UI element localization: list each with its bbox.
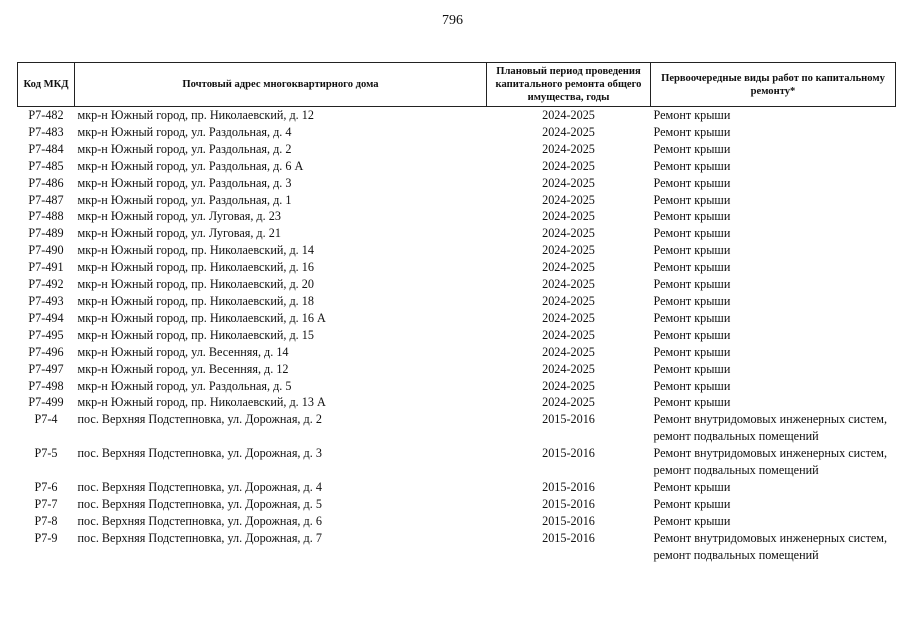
table-row bbox=[18, 225, 896, 242]
cell-period: 2024-2025 bbox=[542, 209, 595, 224]
cell-period: 2024-2025 bbox=[542, 141, 595, 156]
cell-code: Р7-483 bbox=[28, 124, 64, 139]
cell-address: мкр-н Южный город, ул. Раздольная, д. 6 А bbox=[77, 158, 304, 173]
cell-works: Ремонт крыши bbox=[653, 378, 731, 393]
cell-address: мкр-н Южный город, ул. Раздольная, д. 3 bbox=[77, 175, 292, 190]
cell-address: пос. Верхняя Подстепновка, ул. Дорожная, д. 3 bbox=[77, 446, 322, 461]
cell-works: Ремонт крыши bbox=[653, 108, 731, 122]
table-row bbox=[18, 293, 896, 310]
table-row bbox=[18, 175, 896, 192]
cell-period: 2024-2025 bbox=[542, 361, 595, 376]
cell-code: Р7-486 bbox=[28, 175, 64, 190]
cell-code: Р7-489 bbox=[28, 226, 64, 241]
cell-address: мкр-н Южный город, пр. Николаевский, д. 15 bbox=[77, 327, 314, 342]
table-row bbox=[18, 242, 896, 259]
page-number: 796 bbox=[442, 13, 463, 28]
cell-works: Ремонт крыши bbox=[653, 158, 731, 173]
cell-works: Ремонт крыши bbox=[653, 361, 731, 376]
cell-address: мкр-н Южный город, ул. Раздольная, д. 4 bbox=[77, 124, 292, 139]
cell-period: 2015-2016 bbox=[542, 446, 595, 461]
cell-works: Ремонт крыши bbox=[653, 243, 731, 258]
cell-code: Р7-487 bbox=[28, 192, 64, 207]
cell-works: Ремонт крыши bbox=[653, 327, 731, 342]
cell-code: Р7-494 bbox=[28, 310, 64, 325]
table-row bbox=[18, 378, 896, 395]
cell-period: 2015-2016 bbox=[542, 479, 595, 494]
cell-works: Ремонт внутридомовых инженерных систем, ремонт подвальных помещений bbox=[653, 530, 888, 562]
cell-address: мкр-н Южный город, пр. Николаевский, д. 20 bbox=[77, 277, 314, 292]
cell-address: пос. Верхняя Подстепновка, ул. Дорожная, д. 6 bbox=[77, 513, 322, 528]
table-row bbox=[18, 530, 896, 564]
cell-code: Р7-8 bbox=[34, 513, 58, 528]
cell-works: Ремонт крыши bbox=[653, 124, 731, 139]
table-row bbox=[18, 327, 896, 344]
table-row bbox=[18, 496, 896, 513]
cell-address: мкр-н Южный город, ул. Раздольная, д. 1 bbox=[77, 192, 292, 207]
header-code: Код МКД bbox=[18, 63, 75, 107]
cell-works: Ремонт внутридомовых инженерных систем, ремонт подвальных помещений bbox=[653, 446, 888, 478]
cell-address: мкр-н Южный город, ул. Раздольная, д. 5 bbox=[77, 378, 292, 393]
cell-address: мкр-н Южный город, ул. Весенняя, д. 14 bbox=[77, 344, 289, 359]
cell-code: Р7-492 bbox=[28, 277, 64, 292]
cell-works: Ремонт крыши bbox=[653, 395, 731, 410]
cell-period: 2015-2016 bbox=[542, 496, 595, 511]
cell-code: Р7-484 bbox=[28, 141, 64, 156]
header-address: Почтовый адрес многоквартирного дома bbox=[75, 63, 487, 107]
cell-works: Ремонт крыши bbox=[653, 293, 731, 308]
cell-period: 2024-2025 bbox=[542, 395, 595, 410]
cell-code: Р7-495 bbox=[28, 327, 64, 342]
cell-period: 2024-2025 bbox=[542, 293, 595, 308]
cell-code: Р7-488 bbox=[28, 209, 64, 224]
header-period: Плановый период проведения капитального ремонта общего имущества, годы bbox=[487, 63, 651, 107]
cell-address: мкр-н Южный город, ул. Раздольная, д. 2 bbox=[77, 141, 292, 156]
cell-code: Р7-482 bbox=[28, 108, 64, 122]
cell-period: 2024-2025 bbox=[542, 260, 595, 275]
table-row bbox=[18, 344, 896, 361]
cell-period: 2024-2025 bbox=[542, 243, 595, 258]
cell-works: Ремонт крыши bbox=[653, 310, 731, 325]
cell-address: мкр-н Южный город, пр. Николаевский, д. 12 bbox=[77, 108, 314, 122]
table-body bbox=[18, 107, 896, 564]
cell-period: 2024-2025 bbox=[542, 378, 595, 393]
cell-period: 2015-2016 bbox=[542, 412, 595, 427]
cell-works: Ремонт крыши bbox=[653, 141, 731, 156]
cell-code: Р7-491 bbox=[28, 260, 64, 275]
cell-period: 2024-2025 bbox=[542, 175, 595, 190]
cell-address: мкр-н Южный город, пр. Николаевский, д. 16 А bbox=[77, 310, 326, 325]
cell-code: Р7-493 bbox=[28, 293, 64, 308]
table-row bbox=[18, 259, 896, 276]
cell-period: 2015-2016 bbox=[542, 530, 595, 545]
cell-works: Ремонт крыши bbox=[653, 192, 731, 207]
header-works: Первоочередные виды работ по капитальному ремонту* bbox=[651, 63, 896, 107]
table-row bbox=[18, 361, 896, 378]
cell-works: Ремонт крыши bbox=[653, 479, 731, 494]
table-row bbox=[18, 192, 896, 209]
cell-address: мкр-н Южный город, ул. Луговая, д. 21 bbox=[77, 226, 281, 241]
table-row bbox=[18, 141, 896, 158]
cell-works: Ремонт крыши bbox=[653, 175, 731, 190]
cell-works: Ремонт крыши bbox=[653, 226, 731, 241]
table-row bbox=[18, 479, 896, 496]
cell-period: 2024-2025 bbox=[542, 344, 595, 359]
cell-works: Ремонт крыши bbox=[653, 277, 731, 292]
cell-code: Р7-6 bbox=[34, 479, 58, 494]
cell-address: мкр-н Южный город, пр. Николаевский, д. 18 bbox=[77, 293, 314, 308]
cell-works: Ремонт крыши bbox=[653, 496, 731, 511]
cell-code: Р7-4 bbox=[34, 412, 58, 427]
cell-code: Р7-9 bbox=[34, 530, 58, 545]
table-row bbox=[18, 411, 896, 445]
cell-period: 2015-2016 bbox=[542, 513, 595, 528]
table-row bbox=[18, 107, 896, 124]
cell-works: Ремонт крыши bbox=[653, 260, 731, 275]
cell-works: Ремонт крыши bbox=[653, 209, 731, 224]
table-row bbox=[18, 158, 896, 175]
cell-code: Р7-497 bbox=[28, 361, 64, 376]
cell-address: пос. Верхняя Подстепновка, ул. Дорожная, д. 4 bbox=[77, 479, 322, 494]
cell-works: Ремонт крыши bbox=[653, 344, 731, 359]
cell-period: 2024-2025 bbox=[542, 158, 595, 173]
table-row bbox=[18, 276, 896, 293]
cell-address: мкр-н Южный город, пр. Николаевский, д. 16 bbox=[77, 260, 314, 275]
cell-address: пос. Верхняя Подстепновка, ул. Дорожная, д. 5 bbox=[77, 496, 322, 511]
cell-code: Р7-496 bbox=[28, 344, 64, 359]
cell-address: мкр-н Южный город, пр. Николаевский, д. 13 А bbox=[77, 395, 326, 410]
cell-period: 2024-2025 bbox=[542, 310, 595, 325]
cell-address: пос. Верхняя Подстепновка, ул. Дорожная, д. 2 bbox=[77, 412, 322, 427]
table-header bbox=[18, 63, 896, 107]
cell-code: Р7-490 bbox=[28, 243, 64, 258]
table-row bbox=[18, 208, 896, 225]
cell-period: 2024-2025 bbox=[542, 327, 595, 342]
cell-address: мкр-н Южный город, пр. Николаевский, д. 14 bbox=[77, 243, 314, 258]
cell-code: Р7-5 bbox=[34, 446, 58, 461]
repair-schedule-table bbox=[17, 62, 896, 563]
table-row bbox=[18, 394, 896, 411]
cell-period: 2024-2025 bbox=[542, 277, 595, 292]
table-row bbox=[18, 445, 896, 479]
table-row bbox=[18, 310, 896, 327]
cell-code: Р7-7 bbox=[34, 496, 58, 511]
cell-works: Ремонт крыши bbox=[653, 513, 731, 528]
cell-period: 2024-2025 bbox=[542, 226, 595, 241]
cell-code: Р7-498 bbox=[28, 378, 64, 393]
cell-code: Р7-499 bbox=[28, 395, 64, 410]
table-row bbox=[18, 513, 896, 530]
cell-address: мкр-н Южный город, ул. Весенняя, д. 12 bbox=[77, 361, 289, 376]
cell-period: 2024-2025 bbox=[542, 124, 595, 139]
cell-address: пос. Верхняя Подстепновка, ул. Дорожная, д. 7 bbox=[77, 530, 322, 545]
cell-address: мкр-н Южный город, ул. Луговая, д. 23 bbox=[77, 209, 281, 224]
cell-period: 2024-2025 bbox=[542, 192, 595, 207]
cell-works: Ремонт внутридомовых инженерных систем, ремонт подвальных помещений bbox=[653, 412, 888, 444]
cell-period: 2024-2025 bbox=[542, 108, 595, 122]
table-row bbox=[18, 124, 896, 141]
cell-code: Р7-485 bbox=[28, 158, 64, 173]
